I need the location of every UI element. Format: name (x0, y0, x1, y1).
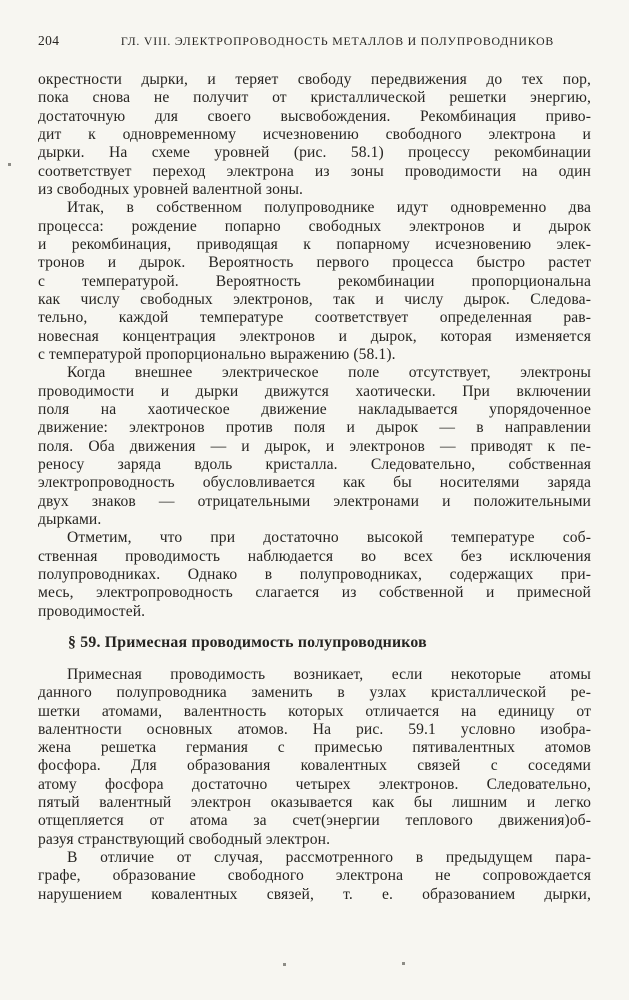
text-line: процесса: рождение попарно свободных электронов и дырок (38, 217, 591, 235)
paragraph (38, 364, 591, 529)
page-number: 204 (38, 33, 60, 48)
scan-speck (8, 163, 11, 166)
section-heading: § 59. Примесная проводимость полупроводников (68, 633, 427, 651)
scan-speck (402, 962, 405, 965)
text-line: Когда внешнее электрическое поле отсутствует, электроны (67, 364, 591, 382)
text-line: разуя странствующий свободный электрон. (38, 830, 331, 848)
text-line: пятый валентный электрон оказывается как бы лишним и легко (38, 794, 591, 812)
text-line: проводимости и дырки движутся хаотически. При включении (38, 382, 591, 400)
paragraph (38, 529, 591, 621)
text-block (38, 71, 591, 904)
text-line: и рекомбинация, приводящая к попарному исчезновению элек- (38, 235, 591, 253)
text-line: валентности основных атомов. На рис. 59.1 условно изобра- (38, 720, 591, 738)
text-line: достаточную для своего высвобождения. Рекомбинация приво- (38, 107, 591, 125)
text-line: проводимостей. (38, 602, 146, 620)
text-line: как числу свободных электронов, так и числу дырок. Следова- (38, 290, 591, 308)
text-line: жена решетка германия с примесью пятивалентных атомов (38, 739, 591, 757)
text-line: графе, образование свободного электрона не сопровождается (38, 867, 591, 885)
text-line: Отметим, что при достаточно высокой температуре соб- (67, 529, 591, 547)
paragraph (38, 849, 591, 904)
text-line: месь, электропроводность слагается из собственной и примесной (38, 584, 591, 602)
text-line: В отличие от случая, рассмотренного в предыдущем пара- (67, 849, 591, 867)
text-line: отщепляется от атома за счет(энергии теплового движения)об- (38, 812, 591, 830)
text-line: полупроводниках. Однако в полупроводниках, содержащих при- (38, 565, 591, 583)
text-line: тельно, каждой температуре соответствует определенная рав- (38, 309, 591, 327)
running-header (38, 33, 591, 49)
text-line: окрестности дырки, и теряет свободу передвижения до тех пор, (38, 71, 591, 88)
text-line: двух знаков — отрицательными электронами и положительными (38, 492, 591, 510)
text-line: фосфора. Для образования ковалентных связей с соседями (38, 757, 591, 775)
paragraph (38, 71, 591, 199)
text-line: ственная проводимость наблюдается во всех без исключения (38, 547, 591, 565)
text-line: дит к одновременному исчезновению свободного электрона и (38, 125, 591, 143)
text-line: соответствует переход электрона из зоны проводимости на один (38, 162, 591, 180)
text-line: пока снова не получит от кристаллической решетки энергию, (38, 89, 591, 107)
scan-speck (283, 963, 286, 966)
text-line: электропроводность обусловливается как бы носителями заряда (38, 474, 591, 492)
text-line: тронов и дырок. Вероятность первого процесса быстро растет (38, 254, 591, 272)
text-line: шетки атомами, валентность которых отличается на единицу от (38, 702, 591, 720)
text-line: с температурой. Вероятность рекомбинации пропорциональна (38, 272, 591, 290)
text-line: Итак, в собственном полупроводнике идут одновременно два (67, 199, 591, 217)
text-line: поля на хаотическое движение накладывается упорядоченное (38, 400, 591, 418)
text-line: новесная концентрация электронов и дырок, которая изменяется (38, 327, 591, 345)
text-line: движение: электронов против поля и дырок — в направлении (38, 419, 591, 437)
text-line: с температурой пропорционально выражению (58.1). (38, 345, 396, 363)
paragraph (38, 199, 591, 364)
text-line: из свободных уровней валентной зоны. (38, 180, 304, 198)
text-line: данного полупроводника заменить в узлах кристаллической ре- (38, 684, 591, 702)
text-line: поля. Оба движения — и дырок, и электронов — приводят к пе- (38, 437, 591, 455)
chapter-title: ГЛ. VIII. ЭЛЕКТРОПРОВОДНОСТЬ МЕТАЛЛОВ И ПОЛУПРОВОДНИКОВ (120, 34, 555, 48)
text-line: Примесная проводимость возникает, если некоторые атомы (67, 665, 591, 683)
text-line: дырки. На схеме уровней (рис. 58.1) процессу рекомбинации (38, 144, 591, 162)
text-line: реносу заряда вдоль кристалла. Следовательно, собственная (38, 455, 591, 473)
text-line: атому фосфора достаточно четырех электронов. Следовательно, (38, 775, 591, 793)
text-line: дырками. (38, 510, 102, 528)
paragraph (38, 666, 591, 849)
text-line: нарушением ковалентных связей, т. е. образованием дырки, (38, 885, 591, 903)
